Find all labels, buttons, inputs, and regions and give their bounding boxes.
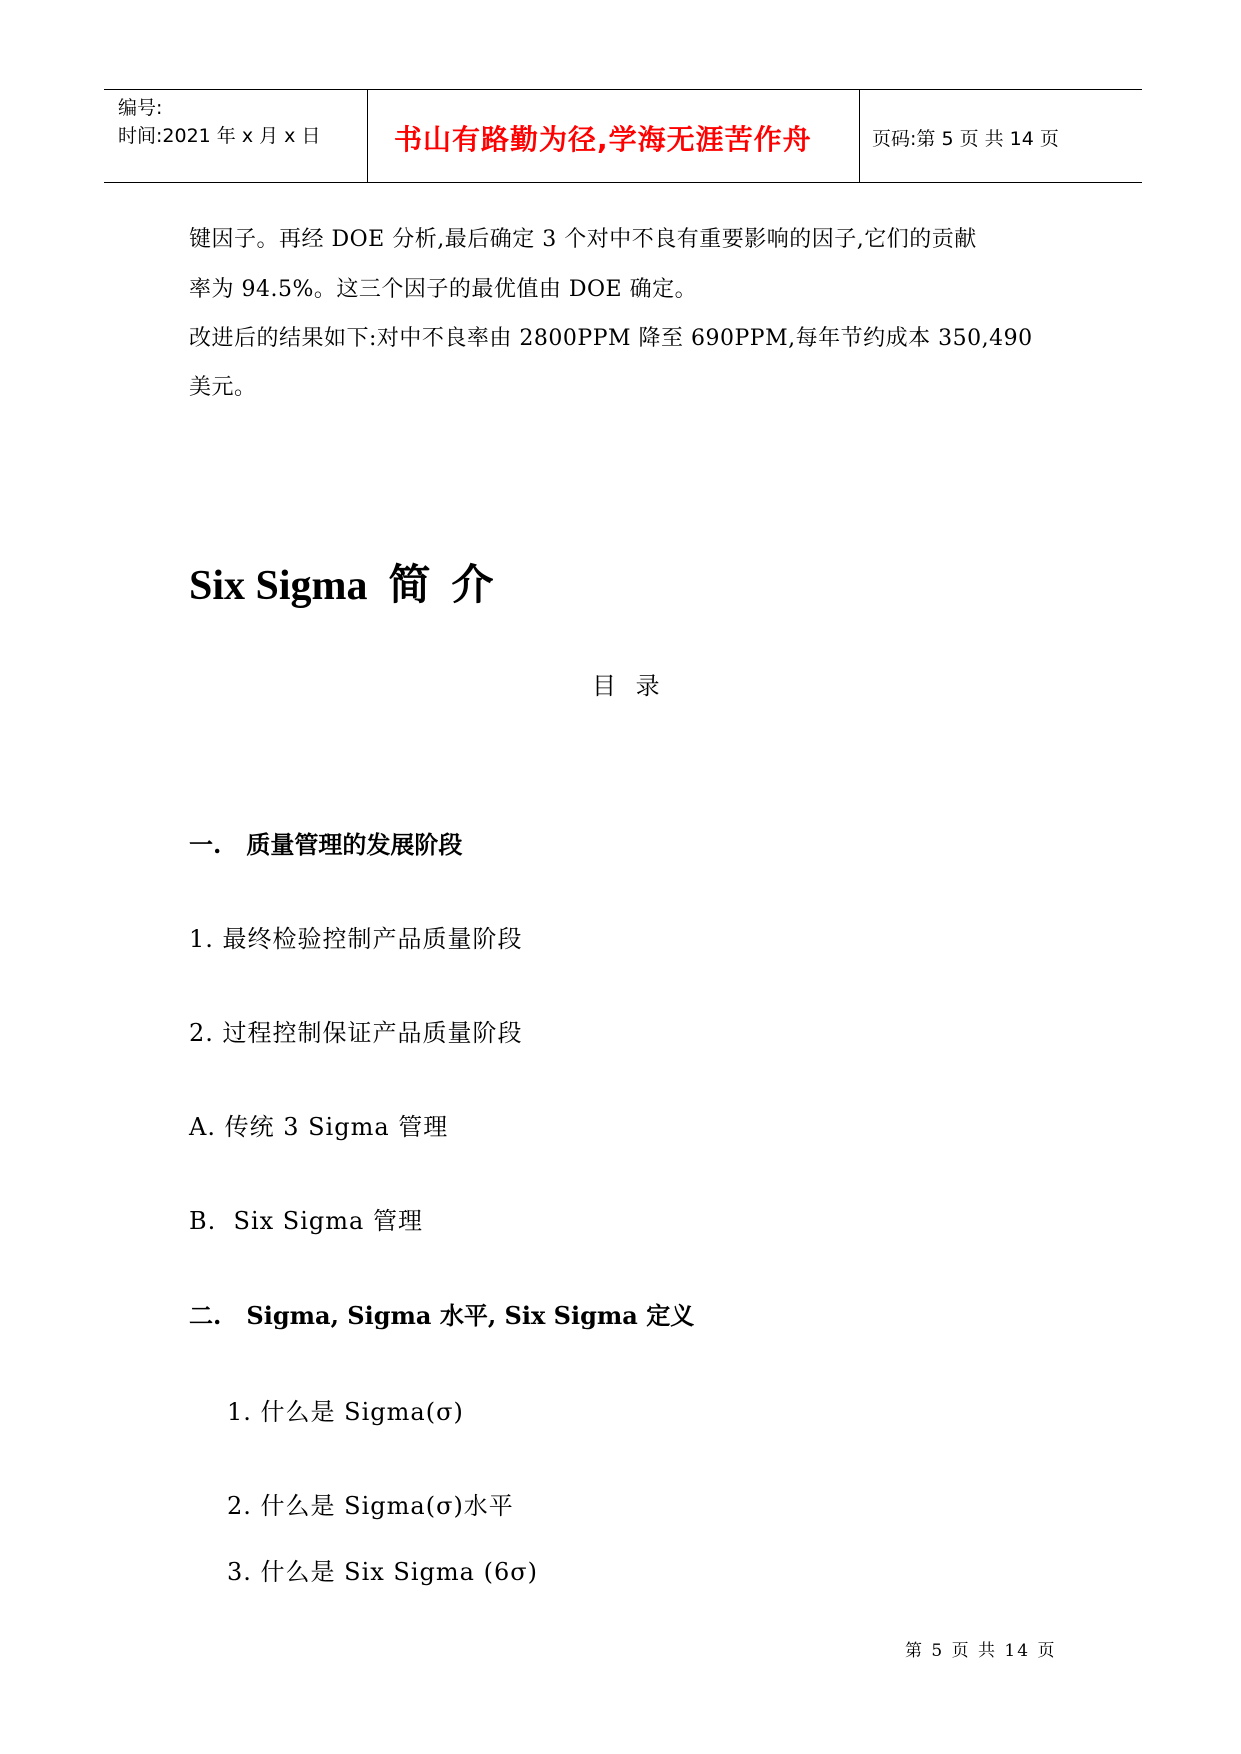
body-line: 美元。	[189, 375, 257, 400]
header-top-rule	[104, 89, 1142, 90]
header-page-info: 页码:第 5 页 共 14 页	[872, 128, 1059, 150]
doc-time-label: 时间:2021 年 x 月 x 日	[118, 125, 321, 147]
toc-item: 2. 什么是 Sigma(σ)水平	[227, 1492, 514, 1520]
section-heading: 二. Sigma, Sigma 水平, Six Sigma 定义	[189, 1301, 695, 1330]
toc-item: 1. 最终检验控制产品质量阶段	[189, 925, 523, 953]
doc-number-label: 编号:	[118, 97, 163, 119]
doc-title: Six Sigma 简 介	[189, 563, 494, 609]
page-footer: 第 5 页 共 14 页	[905, 1641, 1057, 1661]
header-divider-left	[367, 90, 368, 183]
toc-item: B. Six Sigma 管理	[189, 1207, 423, 1235]
toc-item: A. 传统 3 Sigma 管理	[189, 1113, 449, 1141]
toc-heading: 目 录	[592, 672, 666, 700]
header-bottom-rule	[104, 182, 1142, 183]
toc-item: 1. 什么是 Sigma(σ)	[227, 1398, 464, 1426]
section-heading: 一. 质量管理的发展阶段	[189, 830, 463, 859]
toc-item: 3. 什么是 Six Sigma (6σ)	[227, 1558, 538, 1586]
header-divider-right	[859, 90, 860, 183]
body-line: 率为 94.5%。这三个因子的最优值由 DOE 确定。	[189, 277, 698, 302]
body-line: 键因子。再经 DOE 分析,最后确定 3 个对中不良有重要影响的因子,它们的贡献	[189, 227, 977, 252]
header-motto: 书山有路勤为径,学海无涯苦作舟	[394, 123, 812, 156]
body-line: 改进后的结果如下:对中不良率由 2800PPM 降至 690PPM,每年节约成本 350,490	[189, 326, 1033, 351]
toc-item: 2. 过程控制保证产品质量阶段	[189, 1019, 523, 1047]
